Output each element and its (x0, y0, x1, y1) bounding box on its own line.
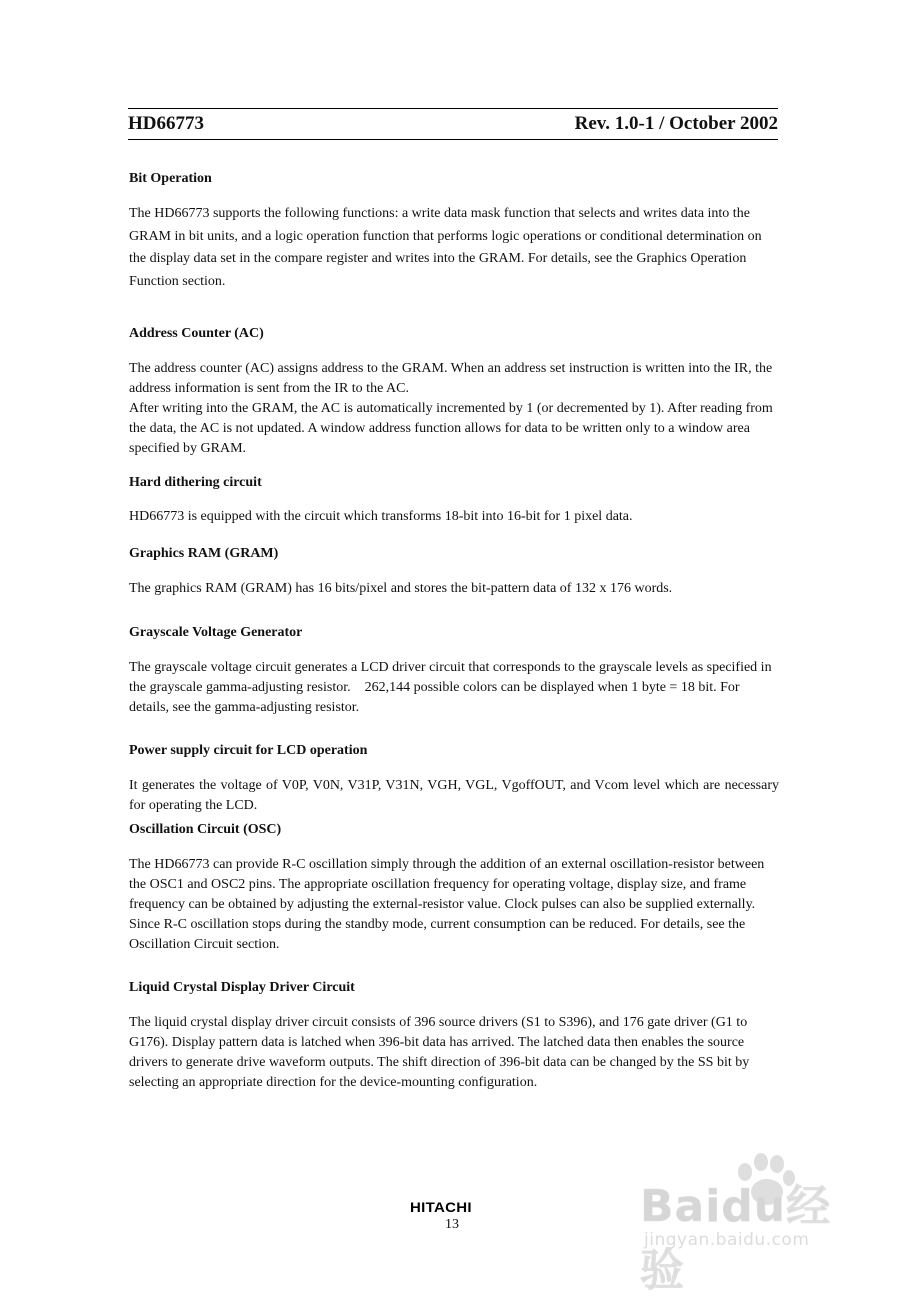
hitachi-logo: HITACHI (410, 1199, 472, 1216)
section-address-counter (129, 325, 779, 459)
section-paragraph: The graphics RAM (GRAM) has 16 bits/pixel and stores the bit-pattern data of 132 x 176 words. (129, 581, 673, 596)
section-graphics-ram (129, 545, 779, 601)
section-paragraph: It generates the voltage of V0P, V0N, V31P, V31N, VGH, VGL, VgoffOUT, and Vcom level which are necessary for operating the LCD. (129, 778, 779, 813)
section-title: Bit Operation (129, 171, 212, 186)
page-number: 13 (445, 1217, 459, 1232)
section-paragraph: The HD66773 supports the following functions: a write data mask function that selects and writes data into the GRAM in bit units, and a logic operation function that performs logic operations or conditional determination on the display data set in the compare register and writes into the GRAM. For details, see the Graphics Operation Function section. (129, 206, 762, 289)
section-title: Hard dithering circuit (129, 475, 262, 490)
section-title: Oscillation Circuit (OSC) (129, 822, 282, 837)
section-paragraph: The liquid crystal display driver circuit consists of 396 source drivers (S1 to S396), and 176 gate driver (G1 to G176). Display pattern data is latched when 396-bit data has arrived. The latched data then enables the source drivers to generate drive waveform outputs. The shift direction of 396-bit data can be changed by the SS bit by selecting an appropriate direction for the device-mounting configuration. (129, 1015, 750, 1090)
section-paragraph: The HD66773 can provide R-C oscillation simply through the addition of an external oscillation-resistor between the OSC1 and OSC2 pins. The appropriate oscillation frequency for operating voltage, display size, and frame frequency can be obtained by adjusting the external-resistor value. Clock pulses can also be supplied externally. Since R-C oscillation stops during the standby mode, current consumption can be reduced. For details, see the Oscillation Circuit section. (129, 857, 765, 952)
section-power-supply (129, 742, 779, 816)
part-number: HD66773 (128, 113, 204, 134)
section-title: Liquid Crystal Display Driver Circuit (129, 980, 355, 995)
section-bit-operation (129, 170, 779, 293)
section-paragraph: The grayscale voltage circuit generates a LCD driver circuit that corresponds to the grayscale levels as specified in the grayscale gamma-adjusting resistor. 262,144 possible colors can be displayed when 1 byte = 18 bit. For details, see the gamma-adjusting resistor. (129, 660, 776, 715)
section-paragraph: The address counter (AC) assigns address to the GRAM. When an address set instruction is written into the IR, the address information is sent from the IR to the AC. (129, 361, 773, 396)
section-lcd-driver-circuit (129, 979, 779, 1093)
section-title: Graphics RAM (GRAM) (129, 546, 279, 561)
section-paragraph: HD66773 is equipped with the circuit which transforms 18-bit into 16-bit for 1 pixel data. (129, 509, 633, 524)
watermark-brand: Baidu经验 (640, 1181, 832, 1296)
page-header (128, 108, 778, 140)
section-hard-dithering (129, 474, 779, 529)
section-grayscale-voltage (129, 624, 779, 718)
section-oscillation-circuit (129, 821, 779, 955)
watermark-site: jingyan.baidu.com (644, 1230, 810, 1250)
revision-date: Rev. 1.0-1 / October 2002 (574, 113, 778, 134)
section-title: Address Counter (AC) (129, 326, 264, 341)
section-title: Grayscale Voltage Generator (129, 625, 303, 640)
section-title: Power supply circuit for LCD operation (129, 743, 368, 758)
section-paragraph: After writing into the GRAM, the AC is automatically incremented by 1 (or decremented by 1). After reading from the data, the AC is not updated. A window address function allows for data to be written only to a window area specified by GRAM. (129, 401, 773, 456)
baidu-watermark (640, 1150, 840, 1296)
